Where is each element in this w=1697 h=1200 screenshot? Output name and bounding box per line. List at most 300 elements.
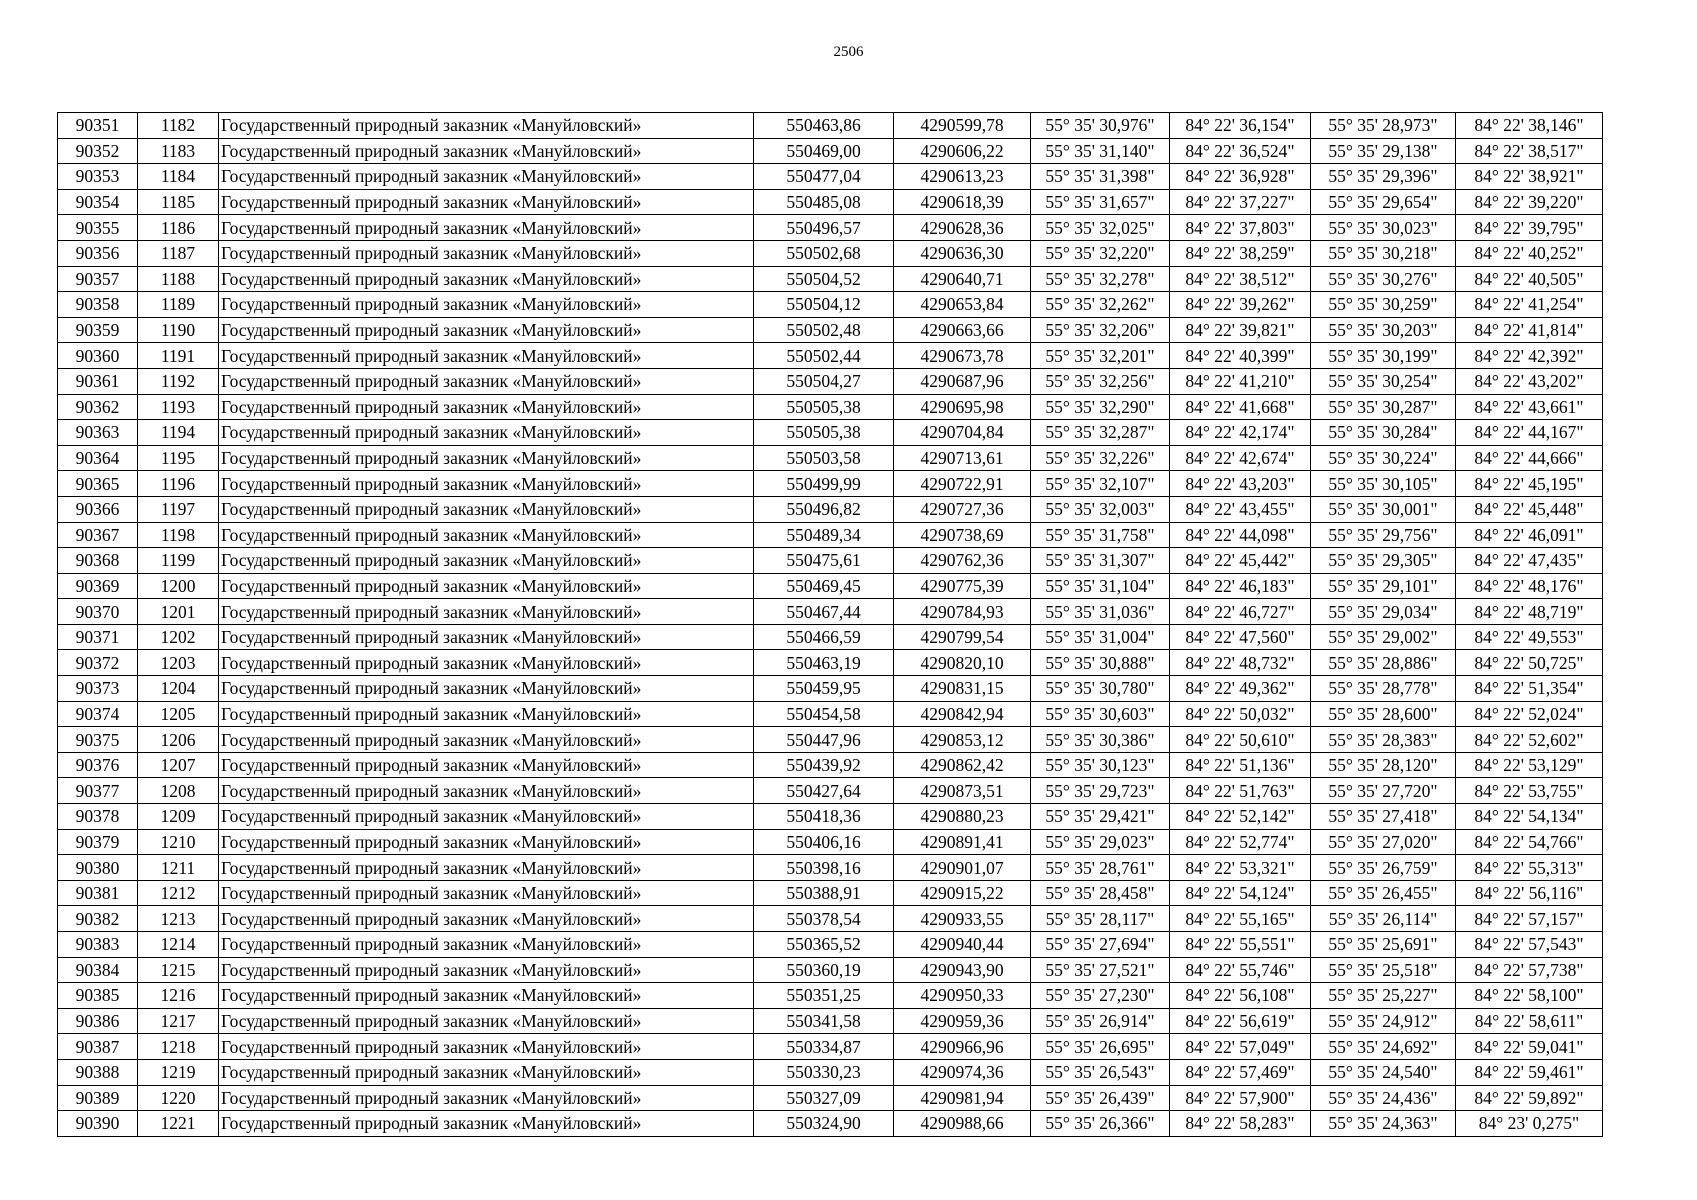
row-number-cell: 90388 bbox=[58, 1059, 138, 1085]
y-coordinate-cell: 4290695,98 bbox=[894, 394, 1031, 420]
table-row bbox=[58, 1008, 1603, 1034]
table-row bbox=[58, 855, 1603, 881]
name-cell: Государственный природный заказник «Мануйловский» bbox=[219, 752, 754, 778]
longitude-1-cell: 84° 22' 52,774" bbox=[1170, 829, 1311, 855]
latitude-2-cell: 55° 35' 28,600" bbox=[1311, 701, 1456, 727]
table-row bbox=[58, 804, 1603, 830]
y-coordinate-cell: 4290704,84 bbox=[894, 420, 1031, 446]
table-row bbox=[58, 932, 1603, 958]
latitude-1-cell: 55° 35' 32,003" bbox=[1031, 496, 1170, 522]
y-coordinate-cell: 4290799,54 bbox=[894, 624, 1031, 650]
point-number-cell: 1207 bbox=[138, 752, 219, 778]
point-number-cell: 1192 bbox=[138, 368, 219, 394]
name-cell: Государственный природный заказник «Мануйловский» bbox=[219, 215, 754, 241]
row-number-cell: 90381 bbox=[58, 880, 138, 906]
point-number-cell: 1200 bbox=[138, 573, 219, 599]
latitude-1-cell: 55° 35' 32,262" bbox=[1031, 292, 1170, 318]
name-cell: Государственный природный заказник «Мануйловский» bbox=[219, 957, 754, 983]
row-number-cell: 90389 bbox=[58, 1085, 138, 1111]
latitude-2-cell: 55° 35' 30,284" bbox=[1311, 420, 1456, 446]
latitude-2-cell: 55° 35' 25,518" bbox=[1311, 957, 1456, 983]
point-number-cell: 1182 bbox=[138, 113, 219, 139]
longitude-1-cell: 84° 22' 43,455" bbox=[1170, 496, 1311, 522]
longitude-1-cell: 84° 22' 36,524" bbox=[1170, 138, 1311, 164]
x-coordinate-cell: 550469,45 bbox=[754, 573, 894, 599]
point-number-cell: 1193 bbox=[138, 394, 219, 420]
name-cell: Государственный природный заказник «Мануйловский» bbox=[219, 266, 754, 292]
row-number-cell: 90390 bbox=[58, 1111, 138, 1137]
table-body bbox=[58, 113, 1603, 1137]
longitude-1-cell: 84° 22' 49,362" bbox=[1170, 676, 1311, 702]
table-row bbox=[58, 215, 1603, 241]
x-coordinate-cell: 550496,57 bbox=[754, 215, 894, 241]
table-row bbox=[58, 138, 1603, 164]
table-row bbox=[58, 343, 1603, 369]
table-row bbox=[58, 548, 1603, 574]
table-row bbox=[58, 266, 1603, 292]
point-number-cell: 1208 bbox=[138, 778, 219, 804]
y-coordinate-cell: 4290842,94 bbox=[894, 701, 1031, 727]
latitude-2-cell: 55° 35' 29,305" bbox=[1311, 548, 1456, 574]
name-cell: Государственный природный заказник «Мануйловский» bbox=[219, 932, 754, 958]
table-row bbox=[58, 1059, 1603, 1085]
name-cell: Государственный природный заказник «Мануйловский» bbox=[219, 727, 754, 753]
latitude-1-cell: 55° 35' 30,976" bbox=[1031, 113, 1170, 139]
longitude-2-cell: 84° 22' 46,091" bbox=[1456, 522, 1603, 548]
table-row bbox=[58, 445, 1603, 471]
longitude-1-cell: 84° 22' 38,512" bbox=[1170, 266, 1311, 292]
table-row bbox=[58, 701, 1603, 727]
row-number-cell: 90359 bbox=[58, 317, 138, 343]
longitude-1-cell: 84° 22' 42,674" bbox=[1170, 445, 1311, 471]
latitude-1-cell: 55° 35' 26,914" bbox=[1031, 1008, 1170, 1034]
name-cell: Государственный природный заказник «Мануйловский» bbox=[219, 548, 754, 574]
longitude-1-cell: 84° 22' 40,399" bbox=[1170, 343, 1311, 369]
longitude-2-cell: 84° 22' 57,738" bbox=[1456, 957, 1603, 983]
table-row bbox=[58, 317, 1603, 343]
table-row bbox=[58, 113, 1603, 139]
name-cell: Государственный природный заказник «Мануйловский» bbox=[219, 420, 754, 446]
longitude-2-cell: 84° 22' 54,766" bbox=[1456, 829, 1603, 855]
latitude-2-cell: 55° 35' 28,778" bbox=[1311, 676, 1456, 702]
page-number: 2506 bbox=[833, 44, 864, 60]
x-coordinate-cell: 550466,59 bbox=[754, 624, 894, 650]
x-coordinate-cell: 550388,91 bbox=[754, 880, 894, 906]
longitude-1-cell: 84° 22' 57,900" bbox=[1170, 1085, 1311, 1111]
name-cell: Государственный природный заказник «Мануйловский» bbox=[219, 855, 754, 881]
longitude-2-cell: 84° 22' 40,252" bbox=[1456, 240, 1603, 266]
point-number-cell: 1212 bbox=[138, 880, 219, 906]
table-row bbox=[58, 420, 1603, 446]
longitude-2-cell: 84° 22' 59,892" bbox=[1456, 1085, 1603, 1111]
x-coordinate-cell: 550503,58 bbox=[754, 445, 894, 471]
latitude-1-cell: 55° 35' 27,694" bbox=[1031, 932, 1170, 958]
y-coordinate-cell: 4290653,84 bbox=[894, 292, 1031, 318]
x-coordinate-cell: 550475,61 bbox=[754, 548, 894, 574]
table-row bbox=[58, 471, 1603, 497]
x-coordinate-cell: 550351,25 bbox=[754, 983, 894, 1009]
row-number-cell: 90364 bbox=[58, 445, 138, 471]
x-coordinate-cell: 550324,90 bbox=[754, 1111, 894, 1137]
longitude-2-cell: 84° 22' 41,814" bbox=[1456, 317, 1603, 343]
latitude-2-cell: 55° 35' 28,886" bbox=[1311, 650, 1456, 676]
table-row bbox=[58, 829, 1603, 855]
latitude-2-cell: 55° 35' 28,383" bbox=[1311, 727, 1456, 753]
longitude-2-cell: 84° 23' 0,275" bbox=[1456, 1111, 1603, 1137]
y-coordinate-cell: 4290606,22 bbox=[894, 138, 1031, 164]
point-number-cell: 1191 bbox=[138, 343, 219, 369]
latitude-2-cell: 55° 35' 26,759" bbox=[1311, 855, 1456, 881]
y-coordinate-cell: 4290974,36 bbox=[894, 1059, 1031, 1085]
y-coordinate-cell: 4290762,36 bbox=[894, 548, 1031, 574]
latitude-1-cell: 55° 35' 27,230" bbox=[1031, 983, 1170, 1009]
longitude-2-cell: 84° 22' 56,116" bbox=[1456, 880, 1603, 906]
x-coordinate-cell: 550398,16 bbox=[754, 855, 894, 881]
x-coordinate-cell: 550360,19 bbox=[754, 957, 894, 983]
row-number-cell: 90353 bbox=[58, 164, 138, 190]
name-cell: Государственный природный заказник «Мануйловский» bbox=[219, 829, 754, 855]
latitude-1-cell: 55° 35' 32,201" bbox=[1031, 343, 1170, 369]
latitude-1-cell: 55° 35' 32,256" bbox=[1031, 368, 1170, 394]
longitude-2-cell: 84° 22' 53,129" bbox=[1456, 752, 1603, 778]
row-number-cell: 90357 bbox=[58, 266, 138, 292]
table-row bbox=[58, 624, 1603, 650]
point-number-cell: 1187 bbox=[138, 240, 219, 266]
x-coordinate-cell: 550378,54 bbox=[754, 906, 894, 932]
longitude-2-cell: 84° 22' 44,167" bbox=[1456, 420, 1603, 446]
point-number-cell: 1205 bbox=[138, 701, 219, 727]
latitude-1-cell: 55° 35' 30,386" bbox=[1031, 727, 1170, 753]
latitude-2-cell: 55° 35' 30,218" bbox=[1311, 240, 1456, 266]
longitude-2-cell: 84° 22' 39,220" bbox=[1456, 189, 1603, 215]
latitude-2-cell: 55° 35' 30,203" bbox=[1311, 317, 1456, 343]
latitude-2-cell: 55° 35' 24,692" bbox=[1311, 1034, 1456, 1060]
y-coordinate-cell: 4290613,23 bbox=[894, 164, 1031, 190]
latitude-1-cell: 55° 35' 32,025" bbox=[1031, 215, 1170, 241]
point-number-cell: 1214 bbox=[138, 932, 219, 958]
point-number-cell: 1185 bbox=[138, 189, 219, 215]
table-row bbox=[58, 752, 1603, 778]
longitude-2-cell: 84° 22' 52,024" bbox=[1456, 701, 1603, 727]
x-coordinate-cell: 550463,86 bbox=[754, 113, 894, 139]
latitude-1-cell: 55° 35' 31,657" bbox=[1031, 189, 1170, 215]
point-number-cell: 1196 bbox=[138, 471, 219, 497]
x-coordinate-cell: 550406,16 bbox=[754, 829, 894, 855]
latitude-2-cell: 55° 35' 29,654" bbox=[1311, 189, 1456, 215]
row-number-cell: 90384 bbox=[58, 957, 138, 983]
table-row bbox=[58, 496, 1603, 522]
row-number-cell: 90374 bbox=[58, 701, 138, 727]
latitude-1-cell: 55° 35' 29,421" bbox=[1031, 804, 1170, 830]
x-coordinate-cell: 550502,48 bbox=[754, 317, 894, 343]
latitude-1-cell: 55° 35' 30,123" bbox=[1031, 752, 1170, 778]
point-number-cell: 1199 bbox=[138, 548, 219, 574]
name-cell: Государственный природный заказник «Мануйловский» bbox=[219, 317, 754, 343]
longitude-1-cell: 84° 22' 44,098" bbox=[1170, 522, 1311, 548]
latitude-2-cell: 55° 35' 30,254" bbox=[1311, 368, 1456, 394]
latitude-2-cell: 55° 35' 29,138" bbox=[1311, 138, 1456, 164]
y-coordinate-cell: 4290915,22 bbox=[894, 880, 1031, 906]
row-number-cell: 90360 bbox=[58, 343, 138, 369]
longitude-1-cell: 84° 22' 46,727" bbox=[1170, 599, 1311, 625]
y-coordinate-cell: 4290966,96 bbox=[894, 1034, 1031, 1060]
name-cell: Государственный природный заказник «Мануйловский» bbox=[219, 496, 754, 522]
y-coordinate-cell: 4290873,51 bbox=[894, 778, 1031, 804]
point-number-cell: 1210 bbox=[138, 829, 219, 855]
longitude-1-cell: 84° 22' 38,259" bbox=[1170, 240, 1311, 266]
latitude-2-cell: 55° 35' 30,001" bbox=[1311, 496, 1456, 522]
table-row bbox=[58, 1085, 1603, 1111]
longitude-2-cell: 84° 22' 43,661" bbox=[1456, 394, 1603, 420]
row-number-cell: 90366 bbox=[58, 496, 138, 522]
table-row bbox=[58, 292, 1603, 318]
row-number-cell: 90378 bbox=[58, 804, 138, 830]
row-number-cell: 90361 bbox=[58, 368, 138, 394]
longitude-1-cell: 84° 22' 55,551" bbox=[1170, 932, 1311, 958]
latitude-2-cell: 55° 35' 24,436" bbox=[1311, 1085, 1456, 1111]
latitude-2-cell: 55° 35' 24,540" bbox=[1311, 1059, 1456, 1085]
latitude-1-cell: 55° 35' 32,206" bbox=[1031, 317, 1170, 343]
name-cell: Государственный природный заказник «Мануйловский» bbox=[219, 113, 754, 139]
x-coordinate-cell: 550341,58 bbox=[754, 1008, 894, 1034]
longitude-2-cell: 84° 22' 49,553" bbox=[1456, 624, 1603, 650]
y-coordinate-cell: 4290901,07 bbox=[894, 855, 1031, 881]
y-coordinate-cell: 4290738,69 bbox=[894, 522, 1031, 548]
y-coordinate-cell: 4290933,55 bbox=[894, 906, 1031, 932]
longitude-1-cell: 84° 22' 43,203" bbox=[1170, 471, 1311, 497]
y-coordinate-cell: 4290673,78 bbox=[894, 343, 1031, 369]
row-number-cell: 90383 bbox=[58, 932, 138, 958]
name-cell: Государственный природный заказник «Мануйловский» bbox=[219, 906, 754, 932]
point-number-cell: 1216 bbox=[138, 983, 219, 1009]
latitude-2-cell: 55° 35' 27,418" bbox=[1311, 804, 1456, 830]
longitude-1-cell: 84° 22' 52,142" bbox=[1170, 804, 1311, 830]
point-number-cell: 1203 bbox=[138, 650, 219, 676]
x-coordinate-cell: 550454,58 bbox=[754, 701, 894, 727]
table-row bbox=[58, 1111, 1603, 1137]
table-row bbox=[58, 880, 1603, 906]
latitude-1-cell: 55° 35' 28,117" bbox=[1031, 906, 1170, 932]
row-number-cell: 90355 bbox=[58, 215, 138, 241]
latitude-2-cell: 55° 35' 25,691" bbox=[1311, 932, 1456, 958]
x-coordinate-cell: 550477,04 bbox=[754, 164, 894, 190]
name-cell: Государственный природный заказник «Мануйловский» bbox=[219, 880, 754, 906]
row-number-cell: 90385 bbox=[58, 983, 138, 1009]
longitude-1-cell: 84° 22' 51,136" bbox=[1170, 752, 1311, 778]
latitude-1-cell: 55° 35' 32,287" bbox=[1031, 420, 1170, 446]
table-row bbox=[58, 368, 1603, 394]
row-number-cell: 90351 bbox=[58, 113, 138, 139]
longitude-1-cell: 84° 22' 37,227" bbox=[1170, 189, 1311, 215]
longitude-2-cell: 84° 22' 58,100" bbox=[1456, 983, 1603, 1009]
x-coordinate-cell: 550439,92 bbox=[754, 752, 894, 778]
latitude-1-cell: 55° 35' 32,278" bbox=[1031, 266, 1170, 292]
longitude-2-cell: 84° 22' 42,392" bbox=[1456, 343, 1603, 369]
name-cell: Государственный природный заказник «Мануйловский» bbox=[219, 1111, 754, 1137]
name-cell: Государственный природный заказник «Мануйловский» bbox=[219, 343, 754, 369]
latitude-2-cell: 55° 35' 24,912" bbox=[1311, 1008, 1456, 1034]
name-cell: Государственный природный заказник «Мануйловский» bbox=[219, 292, 754, 318]
y-coordinate-cell: 4290891,41 bbox=[894, 829, 1031, 855]
longitude-1-cell: 84° 22' 56,108" bbox=[1170, 983, 1311, 1009]
row-number-cell: 90365 bbox=[58, 471, 138, 497]
y-coordinate-cell: 4290950,33 bbox=[894, 983, 1031, 1009]
row-number-cell: 90387 bbox=[58, 1034, 138, 1060]
latitude-2-cell: 55° 35' 29,002" bbox=[1311, 624, 1456, 650]
latitude-2-cell: 55° 35' 30,105" bbox=[1311, 471, 1456, 497]
x-coordinate-cell: 550418,36 bbox=[754, 804, 894, 830]
y-coordinate-cell: 4290943,90 bbox=[894, 957, 1031, 983]
table-row bbox=[58, 189, 1603, 215]
latitude-2-cell: 55° 35' 27,020" bbox=[1311, 829, 1456, 855]
longitude-1-cell: 84° 22' 58,283" bbox=[1170, 1111, 1311, 1137]
row-number-cell: 90382 bbox=[58, 906, 138, 932]
name-cell: Государственный природный заказник «Мануйловский» bbox=[219, 983, 754, 1009]
table-row bbox=[58, 573, 1603, 599]
point-number-cell: 1186 bbox=[138, 215, 219, 241]
latitude-2-cell: 55° 35' 30,199" bbox=[1311, 343, 1456, 369]
y-coordinate-cell: 4290831,15 bbox=[894, 676, 1031, 702]
row-number-cell: 90363 bbox=[58, 420, 138, 446]
row-number-cell: 90379 bbox=[58, 829, 138, 855]
name-cell: Государственный природный заказник «Мануйловский» bbox=[219, 164, 754, 190]
x-coordinate-cell: 550469,00 bbox=[754, 138, 894, 164]
latitude-2-cell: 55° 35' 24,363" bbox=[1311, 1111, 1456, 1137]
y-coordinate-cell: 4290784,93 bbox=[894, 599, 1031, 625]
longitude-1-cell: 84° 22' 57,049" bbox=[1170, 1034, 1311, 1060]
latitude-2-cell: 55° 35' 29,756" bbox=[1311, 522, 1456, 548]
latitude-1-cell: 55° 35' 30,603" bbox=[1031, 701, 1170, 727]
y-coordinate-cell: 4290862,42 bbox=[894, 752, 1031, 778]
longitude-2-cell: 84° 22' 48,719" bbox=[1456, 599, 1603, 625]
latitude-2-cell: 55° 35' 29,101" bbox=[1311, 573, 1456, 599]
row-number-cell: 90367 bbox=[58, 522, 138, 548]
name-cell: Государственный природный заказник «Мануйловский» bbox=[219, 471, 754, 497]
latitude-1-cell: 55° 35' 32,226" bbox=[1031, 445, 1170, 471]
point-number-cell: 1194 bbox=[138, 420, 219, 446]
name-cell: Государственный природный заказник «Мануйловский» bbox=[219, 1059, 754, 1085]
longitude-1-cell: 84° 22' 37,803" bbox=[1170, 215, 1311, 241]
name-cell: Государственный природный заказник «Мануйловский» bbox=[219, 1085, 754, 1111]
latitude-1-cell: 55° 35' 32,220" bbox=[1031, 240, 1170, 266]
name-cell: Государственный природный заказник «Мануйловский» bbox=[219, 624, 754, 650]
name-cell: Государственный природный заказник «Мануйловский» bbox=[219, 445, 754, 471]
y-coordinate-cell: 4290775,39 bbox=[894, 573, 1031, 599]
x-coordinate-cell: 550502,68 bbox=[754, 240, 894, 266]
x-coordinate-cell: 550459,95 bbox=[754, 676, 894, 702]
longitude-1-cell: 84° 22' 53,321" bbox=[1170, 855, 1311, 881]
table-row bbox=[58, 957, 1603, 983]
latitude-2-cell: 55° 35' 29,034" bbox=[1311, 599, 1456, 625]
latitude-1-cell: 55° 35' 31,036" bbox=[1031, 599, 1170, 625]
y-coordinate-cell: 4290618,39 bbox=[894, 189, 1031, 215]
x-coordinate-cell: 550365,52 bbox=[754, 932, 894, 958]
point-number-cell: 1206 bbox=[138, 727, 219, 753]
point-number-cell: 1221 bbox=[138, 1111, 219, 1137]
y-coordinate-cell: 4290628,36 bbox=[894, 215, 1031, 241]
row-number-cell: 90356 bbox=[58, 240, 138, 266]
y-coordinate-cell: 4290687,96 bbox=[894, 368, 1031, 394]
name-cell: Государственный природный заказник «Мануйловский» bbox=[219, 189, 754, 215]
name-cell: Государственный природный заказник «Мануйловский» bbox=[219, 394, 754, 420]
point-number-cell: 1188 bbox=[138, 266, 219, 292]
longitude-2-cell: 84° 22' 55,313" bbox=[1456, 855, 1603, 881]
x-coordinate-cell: 550467,44 bbox=[754, 599, 894, 625]
longitude-2-cell: 84° 22' 52,602" bbox=[1456, 727, 1603, 753]
longitude-2-cell: 84° 22' 43,202" bbox=[1456, 368, 1603, 394]
longitude-2-cell: 84° 22' 38,517" bbox=[1456, 138, 1603, 164]
longitude-2-cell: 84° 22' 45,195" bbox=[1456, 471, 1603, 497]
coordinates-table bbox=[57, 112, 1603, 1137]
point-number-cell: 1201 bbox=[138, 599, 219, 625]
y-coordinate-cell: 4290981,94 bbox=[894, 1085, 1031, 1111]
latitude-1-cell: 55° 35' 30,888" bbox=[1031, 650, 1170, 676]
name-cell: Государственный природный заказник «Мануйловский» bbox=[219, 573, 754, 599]
name-cell: Государственный природный заказник «Мануйловский» bbox=[219, 138, 754, 164]
table-row bbox=[58, 778, 1603, 804]
longitude-2-cell: 84° 22' 59,041" bbox=[1456, 1034, 1603, 1060]
point-number-cell: 1211 bbox=[138, 855, 219, 881]
row-number-cell: 90362 bbox=[58, 394, 138, 420]
longitude-2-cell: 84° 22' 53,755" bbox=[1456, 778, 1603, 804]
y-coordinate-cell: 4290959,36 bbox=[894, 1008, 1031, 1034]
longitude-2-cell: 84° 22' 44,666" bbox=[1456, 445, 1603, 471]
x-coordinate-cell: 550499,99 bbox=[754, 471, 894, 497]
longitude-2-cell: 84° 22' 59,461" bbox=[1456, 1059, 1603, 1085]
name-cell: Государственный природный заказник «Мануйловский» bbox=[219, 599, 754, 625]
longitude-2-cell: 84° 22' 58,611" bbox=[1456, 1008, 1603, 1034]
x-coordinate-cell: 550505,38 bbox=[754, 420, 894, 446]
longitude-2-cell: 84° 22' 48,176" bbox=[1456, 573, 1603, 599]
latitude-1-cell: 55° 35' 28,458" bbox=[1031, 880, 1170, 906]
row-number-cell: 90371 bbox=[58, 624, 138, 650]
y-coordinate-cell: 4290713,61 bbox=[894, 445, 1031, 471]
x-coordinate-cell: 550504,52 bbox=[754, 266, 894, 292]
row-number-cell: 90373 bbox=[58, 676, 138, 702]
longitude-1-cell: 84° 22' 36,154" bbox=[1170, 113, 1311, 139]
longitude-1-cell: 84° 22' 51,763" bbox=[1170, 778, 1311, 804]
y-coordinate-cell: 4290820,10 bbox=[894, 650, 1031, 676]
longitude-1-cell: 84° 22' 50,032" bbox=[1170, 701, 1311, 727]
name-cell: Государственный природный заказник «Мануйловский» bbox=[219, 778, 754, 804]
x-coordinate-cell: 550496,82 bbox=[754, 496, 894, 522]
row-number-cell: 90354 bbox=[58, 189, 138, 215]
latitude-1-cell: 55° 35' 26,543" bbox=[1031, 1059, 1170, 1085]
table-row bbox=[58, 394, 1603, 420]
longitude-2-cell: 84° 22' 57,543" bbox=[1456, 932, 1603, 958]
longitude-2-cell: 84° 22' 47,435" bbox=[1456, 548, 1603, 574]
latitude-1-cell: 55° 35' 29,723" bbox=[1031, 778, 1170, 804]
point-number-cell: 1197 bbox=[138, 496, 219, 522]
row-number-cell: 90372 bbox=[58, 650, 138, 676]
longitude-2-cell: 84° 22' 39,795" bbox=[1456, 215, 1603, 241]
point-number-cell: 1220 bbox=[138, 1085, 219, 1111]
latitude-1-cell: 55° 35' 32,107" bbox=[1031, 471, 1170, 497]
name-cell: Государственный природный заказник «Мануйловский» bbox=[219, 650, 754, 676]
point-number-cell: 1209 bbox=[138, 804, 219, 830]
latitude-2-cell: 55° 35' 30,023" bbox=[1311, 215, 1456, 241]
x-coordinate-cell: 550463,19 bbox=[754, 650, 894, 676]
row-number-cell: 90369 bbox=[58, 573, 138, 599]
longitude-1-cell: 84° 22' 57,469" bbox=[1170, 1059, 1311, 1085]
latitude-1-cell: 55° 35' 31,004" bbox=[1031, 624, 1170, 650]
y-coordinate-cell: 4290722,91 bbox=[894, 471, 1031, 497]
x-coordinate-cell: 550427,64 bbox=[754, 778, 894, 804]
x-coordinate-cell: 550334,87 bbox=[754, 1034, 894, 1060]
row-number-cell: 90368 bbox=[58, 548, 138, 574]
longitude-1-cell: 84° 22' 46,183" bbox=[1170, 573, 1311, 599]
point-number-cell: 1183 bbox=[138, 138, 219, 164]
